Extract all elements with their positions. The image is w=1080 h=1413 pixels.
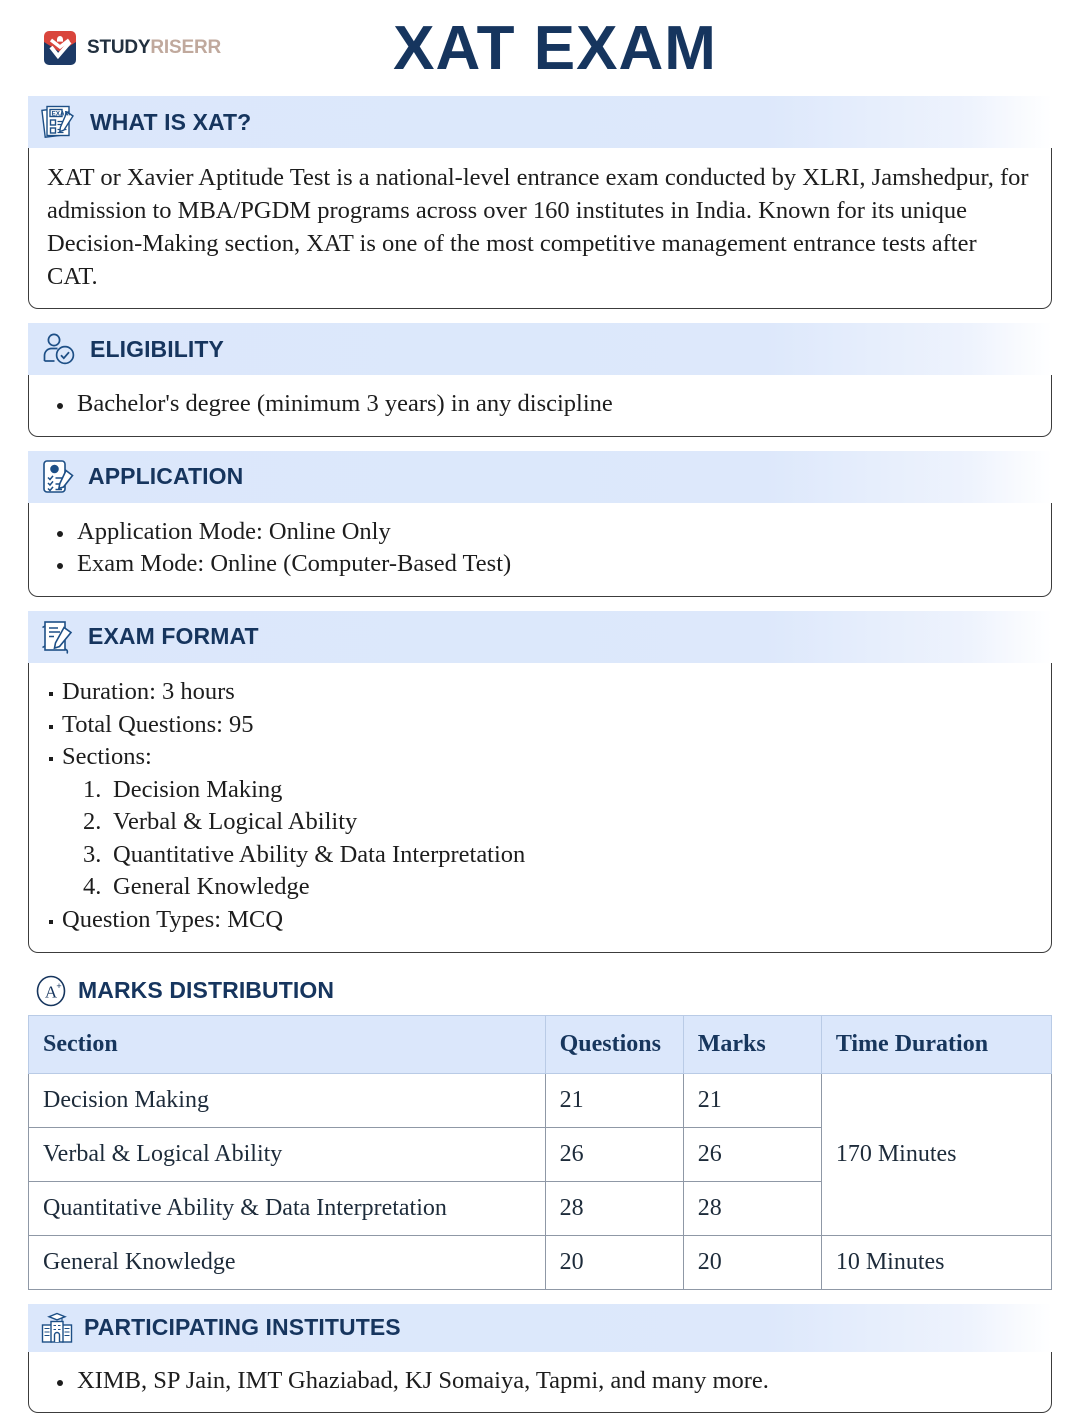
svg-text:A: A — [44, 982, 58, 1002]
section-header-eligibility — [28, 323, 1052, 375]
section-body-exam-format — [28, 663, 1052, 953]
section-eligibility — [28, 323, 1052, 437]
section-header-marks-distribution — [28, 967, 1052, 1015]
cell-time-duration-grouped: 170 Minutes — [821, 1073, 1051, 1235]
cell-questions: 21 — [545, 1073, 683, 1127]
cell-time-duration: 10 Minutes — [821, 1235, 1051, 1289]
marks-distribution-table — [28, 1015, 1052, 1290]
section-title: MARKS DISTRIBUTION — [78, 977, 335, 1004]
list-item: Quantitative Ability & Data Interpretation — [113, 840, 526, 868]
section-application — [28, 451, 1052, 597]
list-item: Bachelor's degree (minimum 3 years) in any discipline — [47, 388, 1033, 421]
section-title: PARTICIPATING INSTITUTES — [84, 1314, 401, 1341]
table-row — [29, 1073, 1052, 1127]
svg-text:EXAM: EXAM — [51, 110, 70, 118]
a-plus-grade-icon — [34, 974, 68, 1008]
list-item: Exam Mode: Online (Computer-Based Test) — [47, 548, 1033, 581]
university-building-icon — [40, 1311, 74, 1345]
section-header-exam-format — [28, 611, 1052, 663]
column-header-time-duration: Time Duration — [821, 1015, 1051, 1073]
list-item: Application Mode: Online Only — [47, 516, 1033, 549]
column-header-questions: Questions — [545, 1015, 683, 1073]
list-item: General Knowledge — [113, 873, 310, 901]
brand-name-part2: RISERR — [150, 37, 221, 58]
what-is-xat-paragraph: XAT or Xavier Aptitude Test is a national-level entrance exam conducted by XLRI, Jamshedpur, for admission to MBA/PGDM programs across over 160 institutes in India. Known for its unique Decision-Making section, XAT is one of the most competitive management entrance tests after CAT. — [47, 164, 1029, 291]
eligibility-list — [47, 388, 1033, 421]
list-item: Total Questions: 95 — [47, 709, 1033, 742]
svg-text:+: + — [56, 980, 62, 991]
cell-questions: 20 — [545, 1235, 683, 1289]
exam-format-list-top — [47, 676, 1033, 774]
section-title: EXAM FORMAT — [88, 623, 259, 650]
cell-questions: 26 — [545, 1127, 683, 1181]
cell-questions: 28 — [545, 1181, 683, 1235]
clipboard-pencil-icon — [40, 618, 78, 656]
exam-format-sections-list — [47, 774, 1033, 904]
column-header-marks: Marks — [683, 1015, 821, 1073]
cell-section: Verbal & Logical Ability — [29, 1127, 546, 1181]
section-body-participating-institutes — [28, 1352, 1052, 1413]
exam-paper-icon — [40, 103, 80, 141]
list-item: Duration: 3 hours — [47, 676, 1033, 709]
section-marks-distribution — [28, 967, 1052, 1290]
section-header-participating-institutes — [28, 1304, 1052, 1352]
institutes-list — [47, 1365, 1033, 1398]
list-item: Decision Making — [113, 775, 283, 803]
application-list — [47, 516, 1033, 581]
section-header-application — [28, 451, 1052, 503]
cell-marks: 20 — [683, 1235, 821, 1289]
cell-marks: 28 — [683, 1181, 821, 1235]
section-title: ELIGIBILITY — [90, 335, 224, 362]
section-body-application — [28, 503, 1052, 597]
section-body-eligibility — [28, 375, 1052, 437]
column-header-section: Section — [29, 1015, 546, 1073]
cell-section: General Knowledge — [29, 1235, 546, 1289]
list-item: Verbal & Logical Ability — [113, 808, 358, 836]
section-title: WHAT IS XAT? — [90, 108, 252, 135]
section-participating-institutes — [28, 1304, 1052, 1413]
cell-section: Quantitative Ability & Data Interpretation — [29, 1181, 546, 1235]
page-title: XAT EXAM — [393, 14, 717, 83]
cell-marks: 26 — [683, 1127, 821, 1181]
exam-format-list-bottom — [47, 904, 1033, 937]
section-header-what-is-xat — [28, 96, 1052, 148]
table-row — [29, 1235, 1052, 1289]
section-what-is-xat — [28, 96, 1052, 309]
section-body-what-is-xat — [28, 148, 1052, 309]
section-title: APPLICATION — [88, 463, 244, 490]
list-item: XIMB, SP Jain, IMT Ghaziabad, KJ Somaiya, Tapmi, and many more. — [47, 1365, 1033, 1398]
section-exam-format — [28, 611, 1052, 953]
list-item: Question Types: MCQ — [47, 904, 1033, 937]
cell-section: Decision Making — [29, 1073, 546, 1127]
cell-marks: 21 — [683, 1073, 821, 1127]
brand-name-part1: STUDY — [87, 37, 151, 58]
person-check-icon — [40, 330, 80, 368]
application-form-icon — [40, 458, 78, 496]
list-item: Sections: — [47, 741, 1033, 774]
table-header-row — [29, 1015, 1052, 1073]
header-bar — [28, 0, 1052, 96]
